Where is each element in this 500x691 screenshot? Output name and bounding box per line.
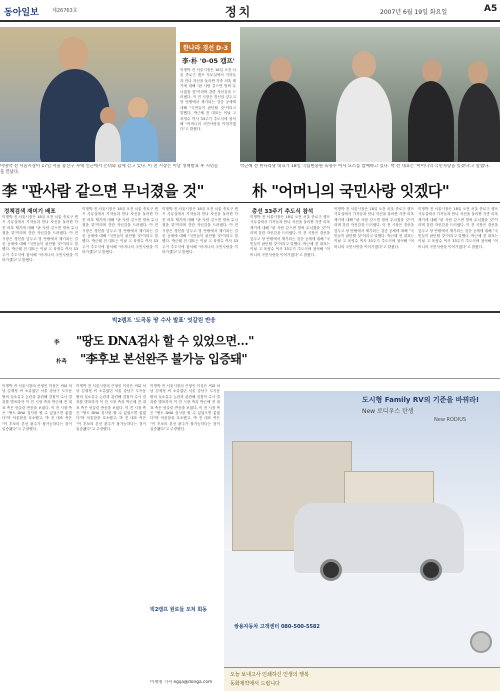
quote-label-lee: 李	[54, 340, 60, 346]
ad-headline: 도시형 Family RV의 기준을 바꿔라!	[362, 396, 480, 404]
top-story-column-4: 이명박 전 서울시장은 18일 오전 서울 종로구 캠프 사무실에서 기자들과 만나 자신을 둘러싼 각종 의혹 제기에 대해 "판 사람 같으면 벌써 무너졌을 것"이라며 강한 자신감을 드러냈다. 이 전 시장은 경선을 앞두고 당 안팎에서 제기되는 검증 공세에 대해 "국민들이 판단할 것"이라고 말했다. 박근혜 전 대표는 이날 고 육영수 여사 33주기 추도식에 참석해 "어머니의 국민사랑을 이어가겠다"고 밝혔다.	[250, 215, 330, 257]
investigation-column-2: 이명박 전 서울시장의 큰형인 이상은 씨와 처남 김재정 씨 소유였던 서울 강남구 도곡동 땅의 실소유주 논란과 관련해 검찰이 수사 결과를 발표하자 이 전 시장 측과 박근혜 전 대표 측은 엇갈린 반응을 보였다. 이 전 시장 측은 "땅도 DNA 검사를 할 수 있었으면 좋겠다"며 억울함을 호소했고, 박 전 대표 측은 "이 후보의 본선 완주가 불가능하다는 점이 입증됐다"고 주장했다.	[76, 384, 146, 432]
masthead	[0, 0, 500, 22]
publication-date: 2007년 6월 19일 화요일	[380, 9, 448, 16]
election-countdown-badge: 한나라 경선 D-3	[180, 42, 231, 53]
section-title: 정치	[225, 5, 253, 19]
quote-lee: "땅도 DNA검사 할 수 있었으면…"	[76, 334, 254, 348]
bottom-ad-line1: 오늘 보내고사 인쇄하신 인생의 행복	[230, 672, 309, 678]
top-story-column-2: 이명박 전 서울시장은 18일 오전 서울 종로구 캠프 사무실에서 기자들과 만나 자신을 둘러싼 각종 의혹 제기에 대해 "판 사람 같으면 벌써 무너졌을 것"이라며 강한 자신감을 드러냈다. 이 전 시장은 경선을 앞두고 당 안팎에서 제기되는 검증 공세에 대해 "국민들이 판단할 것"이라고 말했다. 박근혜 전 대표는 이날 고 육영수 여사 33주기 추도식에 참석해 "어머니의 국민사랑을 이어가겠다"고 밝혔다.	[82, 207, 158, 255]
sidebar-text: 이명박 전 서울시장은 18일 오전 서울 종로구 캠프 사무실에서 기자들과 만나 자신을 둘러싼 각종 의혹 제기에 대해 "판 사람 같으면 벌써 무너졌을 것"이라며 강한 자신감을 드러냈다. 이 전 시장은 경선을 앞두고 당 안팎에서 제기되는 검증 공세에 대해 "국민들이 판단할 것"이라고 말했다. 박근혜 전 대표는 이날 고 육영수 여사 33주기 추도식에 참석해 "어머니의 국민사랑을 이어가겠다"고 밝혔다.	[180, 68, 236, 132]
investigation-column-3: 이명박 전 서울시장의 큰형인 이상은 씨와 처남 김재정 씨 소유였던 서울 강남구 도곡동 땅의 실소유주 논란과 관련해 검찰이 수사 결과를 발표하자 이 전 시장 측과 박근혜 전 대표 측은 엇갈린 반응을 보였다. 이 전 시장 측은 "땅도 DNA 검사를 할 수 있었으면 좋겠다"며 억울함을 호소했고, 박 전 대표 측은 "이 후보의 본선 완주가 불가능하다는 점이 입증됐다"고 주장했다.	[150, 384, 220, 432]
top-story-column-1: 이명박 전 서울시장은 18일 오전 서울 종로구 캠프 사무실에서 기자들과 만나 자신을 둘러싼 각종 의혹 제기에 대해 "판 사람 같으면 벌써 무너졌을 것"이라며 강한 자신감을 드러냈다. 이 전 시장은 경선을 앞두고 당 안팎에서 제기되는 검증 공세에 대해 "국민들이 판단할 것"이라고 말했다. 박근혜 전 대표는 이날 고 육영수 여사 33주기 추도식에 참석해 "어머니의 국민사랑을 이어가겠다"고 밝혔다.	[2, 215, 78, 263]
top-story-column-3: 이명박 전 서울시장은 18일 오전 서울 종로구 캠프 사무실에서 기자들과 만나 자신을 둘러싼 각종 의혹 제기에 대해 "판 사람 같으면 벌써 무너졌을 것"이라며 강한 자신감을 드러냈다. 이 전 시장은 경선을 앞두고 당 안팎에서 제기되는 검증 공세에 대해 "국민들이 판단할 것"이라고 말했다. 박근혜 전 대표는 이날 고 육영수 여사 33주기 추도식에 참석해 "어머니의 국민사랑을 이어가겠다"고 밝혔다.	[162, 207, 238, 255]
ssangyong-logo-icon	[470, 631, 492, 653]
quote-park: "李후보 본선완주 불가능 입증돼"	[80, 352, 248, 366]
investigation-column-1: 이명박 전 서울시장의 큰형인 이상은 씨와 처남 김재정 씨 소유였던 서울 강남구 도곡동 땅의 실소유주 논란과 관련해 검찰이 수사 결과를 발표하자 이 전 시장 측과 박근혜 전 대표 측은 엇갈린 반응을 보였다. 이 전 시장 측은 "땅도 DNA 검사를 할 수 있었으면 좋겠다"며 억울함을 호소했고, 박 전 대표 측은 "이 후보의 본선 완주가 불가능하다는 점이 입증됐다"고 주장했다.	[2, 384, 72, 432]
investigation-byline: 이재명 기자 egija@donga.com	[150, 680, 213, 685]
section-divider	[0, 311, 500, 313]
newspaper-name: 동아일보	[4, 8, 39, 18]
photo-caption-left: 이명박 전 서울시장이 17일 서울 용산구 자택 인근에서 손녀와 함께 걷고 있다. 이 전 시장은 이날 정책발표 후 시민들을 만났다.	[0, 164, 219, 175]
headline-left: 李 "판사람 같으면 무너졌을 것"	[2, 182, 204, 200]
photo-park-geun-hye	[240, 27, 500, 162]
quote-divider	[0, 378, 500, 379]
ad-footer: 쌍용자동차 고객센터 080-500-5582	[234, 624, 320, 630]
photo-caption-right: 박근혜 전 한나라당 대표가 18일 국립현충원 육영수 여사 묘소를 참배하고 있다. 박 전 대표는 '어머니의 국민사랑을 잇겠다'고 말했다.	[240, 164, 490, 169]
bottom-ad-line2: 동화제약에서 드립니다	[230, 681, 280, 687]
campaign-subhead: 李·朴 '0-05 캠프'	[182, 57, 235, 65]
page-number: A5	[484, 4, 498, 14]
photo-lee-myung-bak	[0, 27, 176, 162]
bottom-advertisement[interactable]	[224, 667, 500, 691]
quote-label-park: 朴측	[56, 359, 67, 365]
investigation-kicker: 빅2캠프 '도곡동 땅 수사 발표' 엇갈린 반응	[112, 318, 216, 324]
issue-number: 제26763호	[52, 8, 78, 14]
headline-underline	[0, 202, 500, 203]
ad-car-rear-wheel	[420, 559, 442, 581]
ad-model-name: New RODIUS	[434, 417, 467, 423]
car-advertisement[interactable]	[224, 391, 500, 691]
column-title-right: 총선 33주기 추도식 참석	[252, 209, 314, 215]
ad-subline: New 로디우스 탄생	[362, 408, 414, 415]
column-title-left: 정책검색 재미기 배포	[4, 209, 56, 215]
box-title: 빅2캠프 원로들 모처 회동	[150, 607, 208, 613]
ad-car-front-wheel	[320, 559, 342, 581]
top-story-column-5: 이명박 전 서울시장은 18일 오전 서울 종로구 캠프 사무실에서 기자들과 만나 자신을 둘러싼 각종 의혹 제기에 대해 "판 사람 같으면 벌써 무너졌을 것"이라며 강한 자신감을 드러냈다. 이 전 시장은 경선을 앞두고 당 안팎에서 제기되는 검증 공세에 대해 "국민들이 판단할 것"이라고 말했다. 박근혜 전 대표는 이날 고 육영수 여사 33주기 추도식에 참석해 "어머니의 국민사랑을 이어가겠다"고 밝혔다.	[334, 207, 414, 249]
top-story-column-6: 이명박 전 서울시장은 18일 오전 서울 종로구 캠프 사무실에서 기자들과 만나 자신을 둘러싼 각종 의혹 제기에 대해 "판 사람 같으면 벌써 무너졌을 것"이라며 강한 자신감을 드러냈다. 이 전 시장은 경선을 앞두고 당 안팎에서 제기되는 검증 공세에 대해 "국민들이 판단할 것"이라고 말했다. 박근혜 전 대표는 이날 고 육영수 여사 33주기 추도식에 참석해 "어머니의 국민사랑을 이어가겠다"고 밝혔다.	[418, 207, 498, 249]
headline-right: 朴 "어머니의 국민사랑 잇겠다"	[252, 182, 450, 200]
